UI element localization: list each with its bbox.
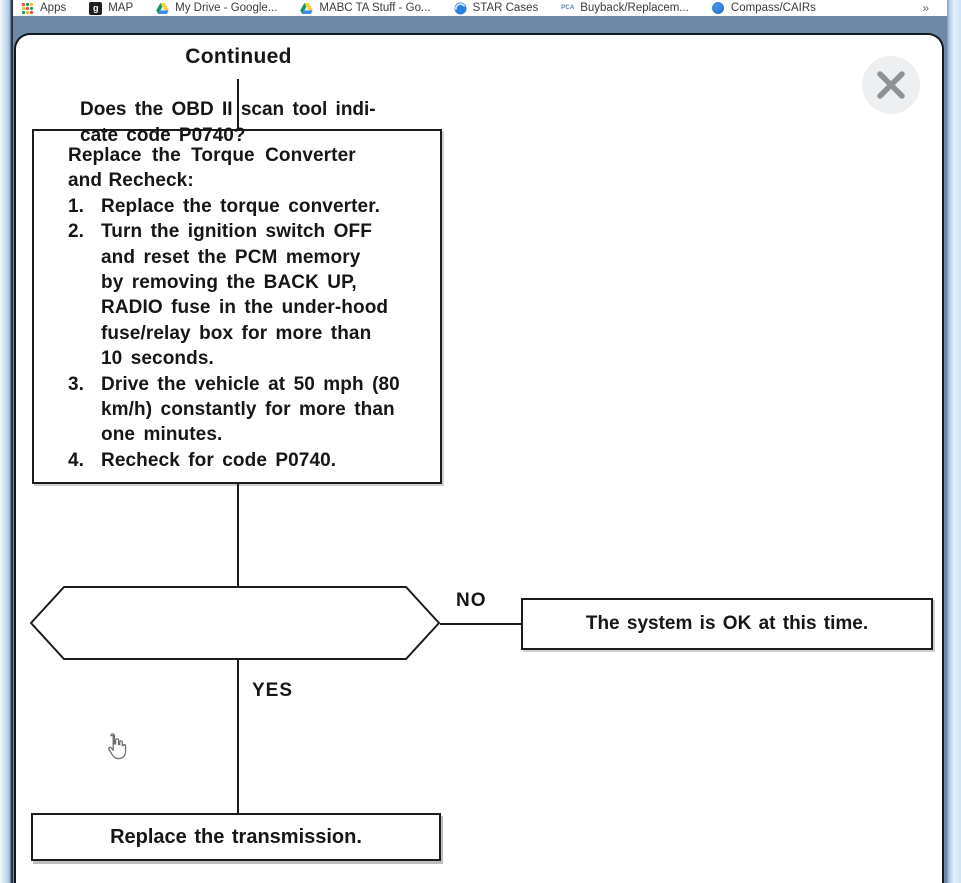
step-number <box>68 397 101 422</box>
drive-icon <box>300 2 313 15</box>
step-number: 1. <box>68 195 85 217</box>
step-text: km/h) constantly for more than <box>101 399 395 421</box>
bookmark-my-drive[interactable] <box>156 2 277 15</box>
step-text: by removing the BACK UP, <box>101 272 357 294</box>
step-number <box>68 295 101 320</box>
bookmark-label: MABC TA Stuff - Go... <box>319 2 431 14</box>
step-text: RADIO fuse in the under-hood <box>101 297 389 319</box>
step-text: 10 seconds. <box>101 348 214 370</box>
step-text: Replace the torque converter. <box>101 195 381 217</box>
globe-icon <box>454 2 467 15</box>
decision-text-line: cate code P0740? <box>80 125 246 146</box>
replace-transmission-box: Replace the transmission. <box>31 813 441 861</box>
step-number <box>68 270 101 295</box>
left-window-edge-scrollbar[interactable] <box>0 0 13 883</box>
bookmark-label: MAP <box>108 2 134 14</box>
bookmark-mabc-ta-stuff[interactable] <box>300 2 430 15</box>
connector-line <box>237 484 239 586</box>
bookmark-compass-cairs[interactable] <box>712 2 816 15</box>
hand-pointer-cursor-icon <box>100 732 128 764</box>
bookmark-label: Buyback/Replacem... <box>580 2 689 14</box>
bookmark-label: Compass/CAIRs <box>730 2 816 14</box>
decision-hexagon <box>30 586 440 660</box>
system-ok-box: The system is OK at this time. <box>521 598 933 650</box>
blue-dot-icon <box>712 2 725 15</box>
x-icon <box>876 70 906 100</box>
map-favicon-icon: g <box>89 2 102 15</box>
step-number <box>68 245 101 270</box>
yes-branch-label: YES <box>252 680 294 701</box>
step-text: one minutes. <box>101 424 223 446</box>
bookmark-label: Apps <box>40 2 67 14</box>
process-box <box>32 129 442 484</box>
process-box-title: Replace the Torque Converter <box>68 145 356 166</box>
step-text: and reset the PCM memory <box>101 246 361 268</box>
decision-text-line: Does the OBD II scan tool indi- <box>80 99 376 120</box>
continued-label: Continued <box>185 45 292 68</box>
pca-favicon-icon: PCA <box>561 5 575 11</box>
step-text: fuse/relay box for more than <box>101 322 372 344</box>
bookmark-star-cases[interactable] <box>454 2 539 15</box>
step-text: Drive the vehicle at 50 mph (80 <box>101 373 400 395</box>
decision-text <box>80 97 440 149</box>
connector-line <box>440 623 522 625</box>
step-number: 3. <box>68 373 85 395</box>
bookmark-label: My Drive - Google... <box>175 2 278 14</box>
step-number <box>68 422 101 447</box>
document-viewer-modal <box>14 33 944 883</box>
bookmarks-overflow-chevron-icon[interactable]: » <box>922 1 929 15</box>
apps-grid-icon <box>21 2 34 15</box>
bookmark-apps[interactable] <box>21 2 66 15</box>
process-box-title: and Recheck: <box>68 170 194 192</box>
vertical-scrollbar[interactable] <box>947 0 961 883</box>
bookmarks-bar <box>13 0 947 16</box>
step-number <box>68 346 101 371</box>
drive-icon <box>156 2 169 15</box>
step-number: 2. <box>68 221 85 243</box>
no-branch-label: NO <box>456 590 487 611</box>
step-text: Turn the ignition switch OFF <box>101 221 372 243</box>
bookmark-buyback-replacement[interactable] <box>561 2 689 15</box>
bookmark-label: STAR Cases <box>472 2 539 14</box>
step-number: 4. <box>68 449 85 471</box>
bookmark-map[interactable] <box>89 2 133 15</box>
flowchart <box>16 35 942 883</box>
step-text: Recheck for code P0740. <box>101 449 337 471</box>
step-number <box>68 321 101 346</box>
close-button[interactable] <box>862 56 920 114</box>
connector-line <box>237 660 239 813</box>
